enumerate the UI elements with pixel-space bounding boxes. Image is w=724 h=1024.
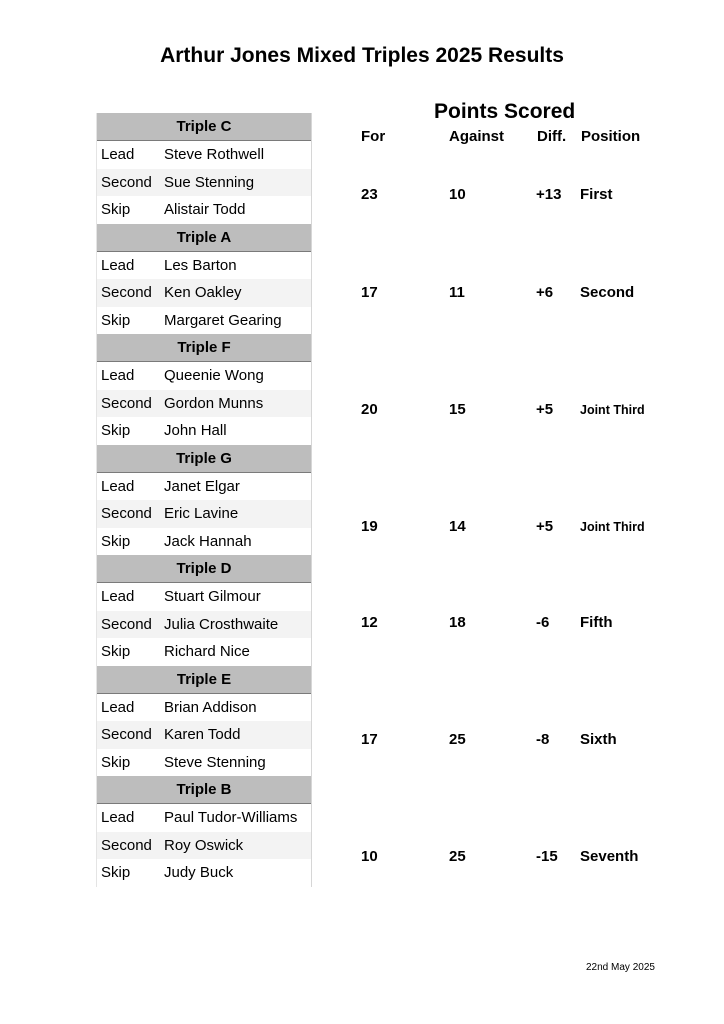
score-diff: +5 <box>536 518 554 535</box>
player-name: Les Barton <box>164 256 237 274</box>
player-row <box>97 583 311 611</box>
player-row <box>97 141 311 169</box>
player-name: Brian Addison <box>164 698 257 716</box>
score-row <box>0 400 724 420</box>
score-row <box>0 185 724 205</box>
score-against: 15 <box>449 401 466 418</box>
team-header: Triple B <box>97 776 311 804</box>
score-row <box>0 613 724 633</box>
score-for: 17 <box>361 284 378 301</box>
player-role: Lead <box>101 588 135 605</box>
team-header: Triple E <box>97 666 311 694</box>
player-role: Skip <box>101 422 131 439</box>
page-title: Arthur Jones Mixed Triples 2025 Results <box>160 44 564 67</box>
player-name: Queenie Wong <box>164 367 264 384</box>
player-name: Margaret Gearing <box>164 311 282 329</box>
score-diff: -6 <box>536 614 550 631</box>
player-role: Second <box>101 284 152 301</box>
player-name: Steve Stenning <box>164 753 266 771</box>
score-diff: -15 <box>536 848 558 865</box>
player-name: Alistair Todd <box>164 201 246 218</box>
player-name: Ken Oakley <box>164 284 242 301</box>
player-role: Second <box>101 726 152 743</box>
player-name: Janet Elgar <box>164 477 240 495</box>
column-header-diff: Diff. <box>537 128 567 145</box>
score-for: 17 <box>361 731 378 748</box>
player-row <box>97 307 311 335</box>
player-role: Skip <box>101 532 131 550</box>
finishing-position: Sixth <box>580 731 617 748</box>
player-row <box>97 804 311 832</box>
score-against: 25 <box>449 731 466 748</box>
player-row <box>97 638 311 666</box>
score-for: 12 <box>361 614 378 631</box>
score-for: 10 <box>361 848 378 865</box>
team-header: Triple A <box>97 224 311 252</box>
team-header: Triple C <box>97 113 311 141</box>
player-role: Lead <box>101 477 135 495</box>
score-against: 25 <box>449 848 466 865</box>
column-header-against: Against <box>449 128 505 145</box>
player-name: Sue Stenning <box>164 173 255 191</box>
player-name: Julia Crosthwaite <box>164 615 279 633</box>
score-for: 23 <box>361 186 378 203</box>
player-role: Lead <box>101 367 135 384</box>
finishing-position: Seventh <box>580 848 639 865</box>
column-header-for: For <box>361 128 386 145</box>
player-role: Lead <box>101 256 135 274</box>
player-role: Second <box>101 173 152 191</box>
player-name: Judy Buck <box>164 864 234 881</box>
player-role: Skip <box>101 311 131 329</box>
player-name: Karen Todd <box>164 726 241 743</box>
score-against: 14 <box>449 518 466 535</box>
score-against: 11 <box>449 284 465 301</box>
player-role: Skip <box>101 201 131 218</box>
finishing-position: First <box>580 186 613 203</box>
score-row <box>0 517 724 537</box>
column-header-position: Position <box>581 128 641 145</box>
team-header: Triple G <box>97 445 311 473</box>
player-role: Lead <box>101 698 135 716</box>
player-name: Stuart Gilmour <box>164 588 261 605</box>
player-row <box>97 252 311 280</box>
player-role: Second <box>101 615 152 633</box>
footer-date: 22nd May 2025 <box>586 962 655 973</box>
score-against: 10 <box>449 186 466 203</box>
score-diff: +5 <box>536 401 554 418</box>
score-row <box>0 283 724 303</box>
finishing-position: Second <box>580 284 635 301</box>
score-for: 19 <box>361 518 378 535</box>
player-name: Gordon Munns <box>164 394 264 412</box>
score-row <box>0 730 724 750</box>
finishing-position: Fifth <box>580 614 613 631</box>
player-row <box>97 417 311 445</box>
player-role: Skip <box>101 753 131 771</box>
team-header: Triple F <box>97 334 311 362</box>
player-name: Eric Lavine <box>164 505 239 522</box>
player-name: Roy Oswick <box>164 836 244 854</box>
score-diff: +13 <box>536 186 562 203</box>
score-for: 20 <box>361 401 378 418</box>
player-role: Lead <box>101 809 135 826</box>
player-name: Paul Tudor-Williams <box>164 809 298 826</box>
player-role: Second <box>101 394 152 412</box>
player-row <box>97 362 311 390</box>
player-name: Richard Nice <box>164 643 250 660</box>
player-row <box>97 694 311 722</box>
player-role: Lead <box>101 146 135 163</box>
player-role: Skip <box>101 864 131 881</box>
player-role: Second <box>101 505 152 522</box>
finishing-position: Joint Third <box>580 520 645 534</box>
score-diff: +6 <box>536 284 554 301</box>
team-header: Triple D <box>97 555 311 583</box>
finishing-position: Joint Third <box>580 403 645 417</box>
player-role: Second <box>101 836 152 854</box>
player-row <box>97 749 311 777</box>
player-name: John Hall <box>164 422 227 439</box>
score-diff: -8 <box>536 731 550 748</box>
score-against: 18 <box>449 614 466 631</box>
score-row <box>0 847 724 867</box>
player-role: Skip <box>101 643 131 660</box>
player-name: Jack Hannah <box>164 532 252 550</box>
teams-table <box>96 113 312 887</box>
player-name: Steve Rothwell <box>164 146 265 163</box>
player-row <box>97 473 311 501</box>
points-scored-heading: Points Scored <box>434 100 576 123</box>
